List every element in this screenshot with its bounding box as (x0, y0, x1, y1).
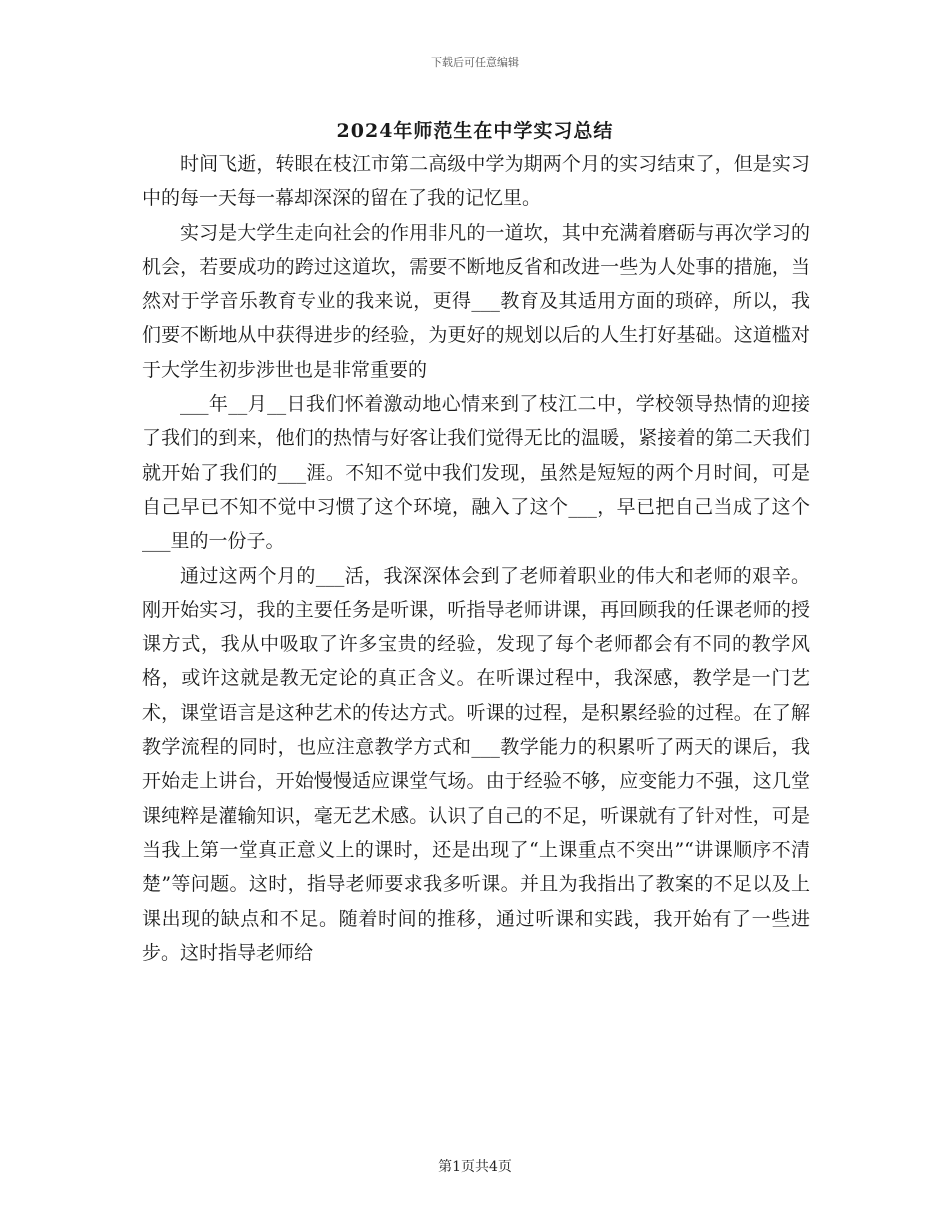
page-number-footer: 第1页共4页 (438, 1159, 512, 1175)
paragraph: 实习是大学生走向社会的作用非凡的一道坎，其中充满着磨砺与再次学习的机会，若要成功的跨过这道坎，需要不断地反省和改进一些为人处事的措施，当然对于学音乐教育专业的我来说，更得___教育及其适用方面的琐碎，所以，我们要不断地从中获得进步的经验，为更好的规划以后的人生打好基础。这道槛对于大学生初步涉世也是非常重要的 (142, 221, 810, 381)
paragraph: 通过这两个月的___活，我深深体会到了老师着职业的伟大和老师的艰辛。刚开始实习，我的主要任务是听课，听指导老师讲课，再回顾我的任课老师的授课方式，我从中吸取了许多宝贵的经验，发现了每个老师都会有不同的教学风格，或许这就是教无定论的真正含义。在听课过程中，我深感，教学是一门艺术，课堂语言是这种艺术的传达方式。听课的过程，是积累经验的过程。在了解教学流程的同时，也应注意教学方式和___教学能力的积累听了两天的课后，我开始走上讲台，开始慢慢适应课堂气场。由于经验不够，应变能力不强，这几堂课纯粹是灌输知识，毫无艺术感。认识了自己的不足，听课就有了针对性，可是当我上第一堂真正意义上的课时，还是出现了“上课重点不突出”“讲课顺序不清楚”等问题。这时，指导老师要求我多听课。并且为我指出了教案的不足以及上课出现的缺点和不足。随着时间的推移，通过听课和实践，我开始有了一些进步。这时指导老师给 (142, 564, 810, 964)
paragraph: ___年__月__日我们怀着激动地心情来到了枝江二中，学校领导热情的迎接了我们的到来，他们的热情与好客让我们觉得无比的温暖，紧接着的第二天我们就开始了我们的___涯。不知不觉中我们发现，虽然是短短的两个月时间，可是自己早已不知不觉中习惯了这个环境，融入了这个___，早已把自己当成了这个___里的一份子。 (142, 393, 810, 553)
document-title: 2024年师范生在中学实习总结 (336, 120, 614, 142)
document-body (142, 147, 810, 970)
header-note: 下载后可任意编辑 (431, 56, 519, 69)
paragraph: 时间飞逝，转眼在枝江市第二高级中学为期两个月的实习结束了，但是实习中的每一天每一幕却深深的留在了我的记忆里。 (142, 153, 810, 210)
